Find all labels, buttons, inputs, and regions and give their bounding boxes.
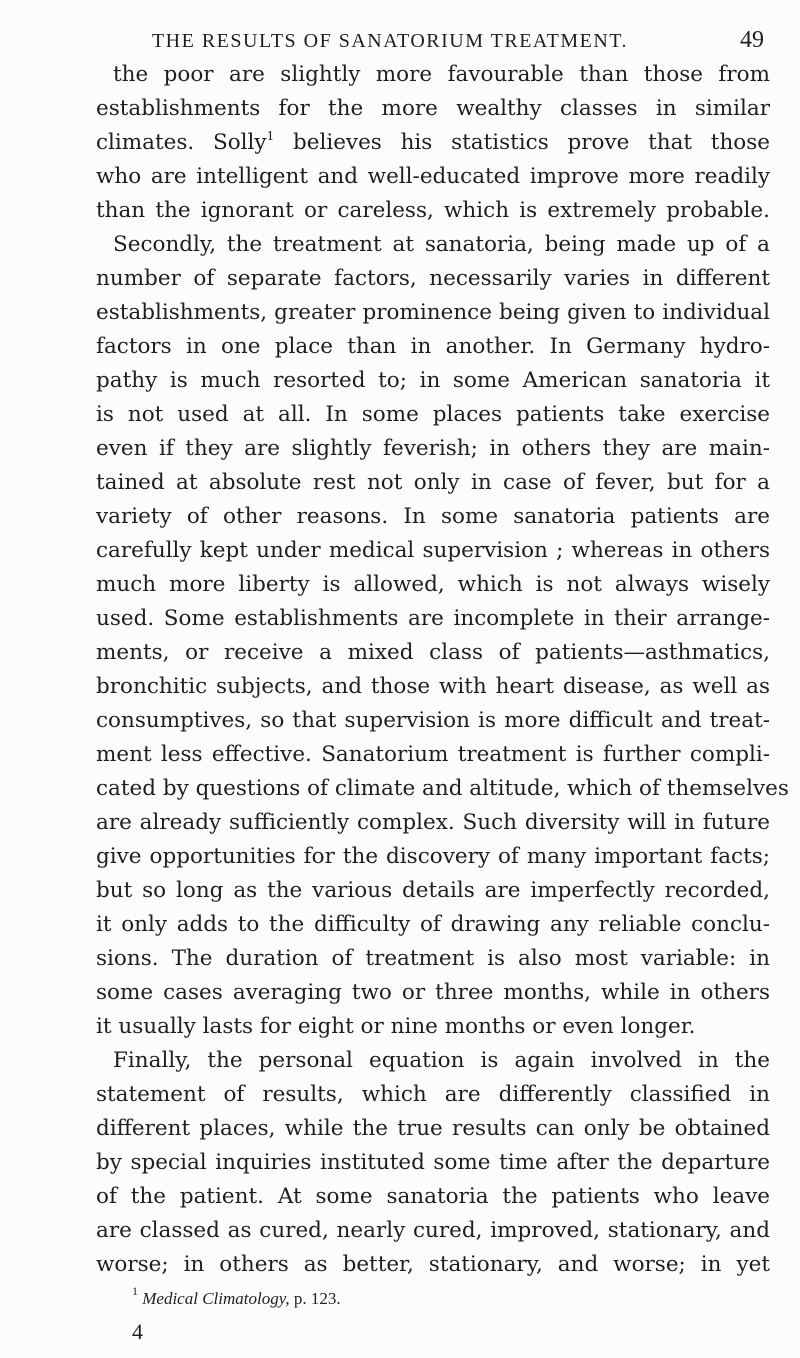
- text-line: is not used at all. In some places patients take exercise: [96, 402, 770, 427]
- text-line: different places, while the true results can only be obtained: [96, 1116, 770, 1141]
- text-line: sions. The duration of treatment is also most variable: in: [96, 946, 770, 971]
- footnote-ref: p. 123.: [289, 1289, 341, 1308]
- text-line: Secondly, the treatment at sanatoria, being made up of a: [113, 232, 770, 257]
- text-line: carefully kept under medical supervision ; whereas in others: [96, 538, 770, 563]
- footnote-title: Medical Climatology,: [142, 1289, 290, 1308]
- text-line: Finally, the personal equation is again involved in the: [113, 1048, 770, 1073]
- text-line: the poor are slightly more favourable than those from: [113, 62, 770, 87]
- text-line: ments, or receive a mixed class of patients—asthmatics,: [96, 640, 770, 665]
- text-line: even if they are slightly feverish; in others they are main-: [96, 436, 770, 461]
- text-line: used. Some establishments are incomplete in their arrange-: [96, 606, 770, 631]
- line-text: believes his statistics prove that those: [274, 130, 770, 155]
- text-line: number of separate factors, necessarily varies in different: [96, 266, 770, 291]
- text-line: ment less effective. Sanatorium treatment is further compli-: [96, 742, 770, 767]
- text-line: variety of other reasons. In some sanatoria patients are: [96, 504, 770, 529]
- text-line: establishments for the more wealthy classes in similar: [96, 96, 770, 121]
- text-line: give opportunities for the discovery of many important facts;: [96, 844, 770, 869]
- text-line: it usually lasts for eight or nine months or even longer.: [96, 1014, 696, 1039]
- text-line: who are intelligent and well-educated improve more readily: [96, 164, 770, 189]
- footnote-ref-marker: 1: [266, 129, 275, 143]
- footnote-marker: 1: [132, 1284, 138, 1298]
- text-line: much more liberty is allowed, which is not always wisely: [96, 572, 770, 597]
- text-line: bronchitic subjects, and those with heart disease, as well as: [96, 674, 770, 699]
- text-line: establishments, greater prominence being given to individual: [96, 300, 770, 325]
- text-line: but so long as the various details are imperfectly recorded,: [96, 878, 770, 903]
- text-line: than the ignorant or careless, which is extremely probable.: [96, 198, 770, 223]
- text-line: by special inquiries instituted some time after the departure: [96, 1150, 770, 1175]
- text-line: [96, 126, 770, 160]
- text-line: statement of results, which are differently classified in: [96, 1082, 770, 1107]
- text-line: it only adds to the difficulty of drawing any reliable conclu-: [96, 912, 770, 937]
- text-line: cated by questions of climate and altitude, which of themselves: [96, 776, 789, 801]
- text-line: factors in one place than in another. In Germany hydro-: [96, 334, 770, 359]
- body-text: [96, 58, 789, 1282]
- running-title: THE RESULTS OF SANATORIUM TREATMENT.: [151, 30, 629, 52]
- signature-mark: 4: [132, 1319, 143, 1344]
- text-line: consumptives, so that supervision is more difficult and treat-: [96, 708, 770, 733]
- text-line: some cases averaging two or three months, while in others: [96, 980, 770, 1005]
- text-line: of the patient. At some sanatoria the patients who leave: [96, 1184, 770, 1209]
- text-line: are already sufficiently complex. Such diversity will in future: [96, 810, 770, 835]
- text-line: worse; in others as better, stationary, and worse; in yet: [96, 1252, 770, 1277]
- page-number: 49: [740, 27, 764, 53]
- text-line: pathy is much resorted to; in some American sanatoria it: [96, 368, 770, 393]
- text-line: tained at absolute rest not only in case of fever, but for a: [96, 470, 770, 495]
- footnote: [132, 1284, 341, 1310]
- line-text: climates. Solly: [96, 130, 267, 155]
- text-line: are classed as cured, nearly cured, improved, stationary, and: [96, 1218, 770, 1243]
